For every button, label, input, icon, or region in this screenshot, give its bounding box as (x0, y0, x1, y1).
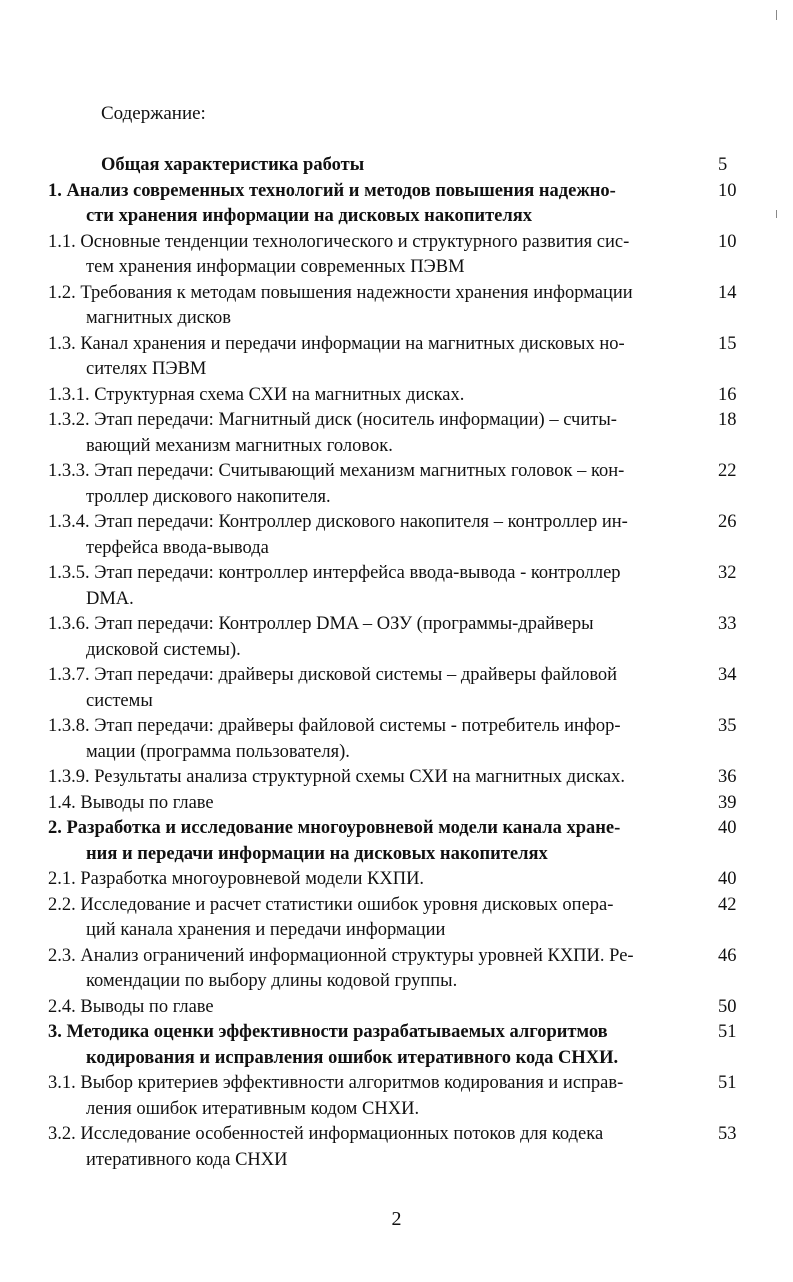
toc-entry-title: 1.3.1. Структурная схема СХИ на магнитных дисках. (48, 384, 465, 405)
toc-entry-title: 1.3.4. Этап передачи: Контроллер дискового накопителя – контроллер ин- (48, 512, 628, 532)
toc-entry-text (48, 153, 708, 179)
toc-entry-title-continuation: кодирования и исправления ошибок итеративного кода СНХИ. (86, 1047, 619, 1068)
toc-entry-title-continuation: вающий механизм магнитных головок. (86, 435, 393, 456)
toc-entry-text (48, 867, 708, 893)
toc-entry-page: 51 (718, 1022, 737, 1042)
toc-entry-page: 35 (718, 716, 737, 736)
toc-entry-text (48, 663, 708, 714)
toc-entry (48, 153, 748, 179)
toc-entry (48, 281, 748, 332)
toc-entry-title-continuation: дисковой системы). (86, 639, 241, 660)
toc-entry-title: 1.2. Требования к методам повышения надежности хранения информации (48, 282, 633, 303)
toc-entry (48, 230, 748, 281)
toc-entry-page: 50 (718, 996, 737, 1017)
toc-entry-title: 1.3.6. Этап передачи: Контроллер DMA – ОЗУ (программы-драйверы (48, 614, 594, 634)
toc-entry-page: 26 (718, 512, 737, 532)
toc-entry (48, 459, 748, 510)
page-number: 2 (391, 1208, 402, 1230)
toc-entry-title-continuation: троллер дискового накопителя. (86, 486, 331, 507)
toc-entry-title: 2.1. Разработка многоуровневой модели КХПИ. (48, 869, 425, 889)
toc-entry-text (48, 1122, 708, 1173)
toc-entry-page: 14 (718, 282, 737, 303)
toc-entry-text (48, 1020, 708, 1071)
table-of-contents (48, 153, 748, 1173)
toc-entry-page: 15 (718, 333, 737, 354)
toc-entry-title: Общая характеристика работы (101, 155, 365, 175)
toc-entry-page: 32 (718, 563, 737, 583)
toc-entry (48, 408, 748, 459)
toc-entry-text (48, 561, 708, 612)
toc-entry-text (48, 765, 708, 791)
toc-entry-title-continuation: тем хранения информации современных ПЭВМ (86, 257, 465, 277)
toc-entry-title: 3. Методика оценки эффективности разрабатываемых алгоритмов (48, 1022, 608, 1042)
toc-entry (48, 714, 748, 765)
toc-entry (48, 663, 748, 714)
toc-entry-page: 5 (718, 155, 728, 175)
toc-entry-text (48, 612, 708, 663)
toc-entry-title: 1.3.3. Этап передачи: Считывающий механизм магнитных головок – кон- (48, 461, 625, 481)
toc-entry-text (48, 281, 708, 332)
toc-entry-text (48, 944, 708, 995)
toc-entry-title: 1.3.7. Этап передачи: драйверы дисковой системы – драйверы файловой (48, 665, 618, 685)
toc-entry (48, 995, 748, 1021)
toc-entry-title: 2.3. Анализ ограничений информационной структуры уровней КХПИ. Ре- (48, 945, 634, 966)
toc-entry-text (48, 230, 708, 281)
toc-entry-title-continuation: комендации по выбору длины кодовой группы. (86, 971, 458, 991)
toc-entry-text (48, 332, 708, 383)
toc-entry-title: 1.3.5. Этап передачи: контроллер интерфейса ввода-вывода - контроллер (48, 563, 621, 583)
toc-entry-text (48, 893, 708, 944)
toc-entry (48, 179, 748, 230)
toc-entry-page: 18 (718, 410, 737, 430)
toc-entry (48, 383, 748, 409)
toc-entry (48, 561, 748, 612)
toc-entry-page: 39 (718, 792, 737, 813)
toc-entry-title: 1.3.2. Этап передачи: Магнитный диск (носитель информации) – считы- (48, 410, 617, 430)
toc-entry (48, 944, 748, 995)
toc-entry (48, 1071, 748, 1122)
toc-entry (48, 816, 748, 867)
toc-entry-page: 40 (718, 818, 737, 838)
toc-entry (48, 612, 748, 663)
toc-entry-title: 2. Разработка и исследование многоуровневой модели канала хране- (48, 818, 621, 838)
toc-entry-page: 40 (718, 869, 737, 889)
toc-entry (48, 1020, 748, 1071)
toc-entry-text (48, 510, 708, 561)
toc-entry-title-continuation: мации (программа пользователя). (86, 741, 350, 762)
toc-entry-page: 51 (718, 1073, 737, 1093)
toc-entry-title-continuation: ния и передачи информации на дисковых накопителях (86, 843, 548, 864)
scan-mark (776, 210, 777, 218)
toc-entry-page: 53 (718, 1124, 737, 1144)
toc-entry-title: 1.4. Выводы по главе (48, 792, 214, 813)
toc-entry-page: 16 (718, 384, 737, 405)
toc-entry-page: 36 (718, 767, 737, 787)
toc-entry-title-continuation: терфейса ввода-вывода (86, 537, 269, 558)
toc-entry-title-continuation: сителях ПЭВМ (86, 359, 207, 379)
toc-entry (48, 1122, 748, 1173)
toc-entry-text (48, 408, 708, 459)
toc-entry (48, 867, 748, 893)
toc-entry-page: 46 (718, 945, 737, 966)
toc-entry-title: 3.1. Выбор критериев эффективности алгоритмов кодирования и исправ- (48, 1073, 624, 1093)
toc-entry-text (48, 1071, 708, 1122)
toc-entry (48, 791, 748, 817)
toc-entry (48, 510, 748, 561)
toc-entry (48, 765, 748, 791)
toc-entry-page: 10 (718, 180, 737, 201)
toc-entry-text (48, 383, 708, 409)
scan-mark (776, 10, 777, 20)
toc-entry-title: 2.4. Выводы по главе (48, 996, 214, 1017)
toc-title: Содержание: (101, 103, 206, 124)
toc-entry-title: 1.3.8. Этап передачи: драйверы файловой системы - потребитель инфор- (48, 716, 621, 736)
toc-entry-text (48, 995, 708, 1021)
toc-entry (48, 893, 748, 944)
toc-entry-page: 33 (718, 614, 737, 634)
toc-entry-title: 1.3. Канал хранения и передачи информации на магнитных дисковых но- (48, 333, 625, 354)
toc-entry-text (48, 459, 708, 510)
toc-entry-text (48, 791, 708, 817)
toc-entry-title-continuation: магнитных дисков (86, 308, 232, 328)
toc-entry-title: 3.2. Исследование особенностей информационных потоков для кодека (48, 1124, 604, 1144)
toc-entry (48, 332, 748, 383)
toc-entry-text (48, 816, 708, 867)
toc-entry-title: 1.3.9. Результаты анализа структурной схемы СХИ на магнитных дисках. (48, 767, 625, 787)
toc-entry-title: 1. Анализ современных технологий и методов повышения надежно- (48, 180, 616, 201)
toc-entry-title: 1.1. Основные тенденции технологического и структурного развития сис- (48, 231, 630, 252)
toc-entry-title-continuation: DMA. (86, 588, 134, 609)
toc-entry-text (48, 714, 708, 765)
toc-entry-text (48, 179, 708, 230)
toc-entry-title-continuation: сти хранения информации на дисковых накопителях (86, 206, 533, 226)
toc-entry-title-continuation: итеративного кода СНХИ (86, 1149, 288, 1170)
toc-entry-title: 2.2. Исследование и расчет статистики ошибок уровня дисковых опера- (48, 894, 614, 915)
toc-entry-title-continuation: ления ошибок итеративным кодом СНХИ. (86, 1098, 420, 1119)
toc-entry-page: 22 (718, 461, 737, 481)
toc-entry-page: 42 (718, 894, 737, 915)
toc-entry-page: 34 (718, 665, 737, 685)
toc-entry-title-continuation: системы (86, 690, 153, 711)
toc-entry-page: 10 (718, 231, 737, 252)
toc-entry-title-continuation: ций канала хранения и передачи информации (86, 920, 446, 940)
